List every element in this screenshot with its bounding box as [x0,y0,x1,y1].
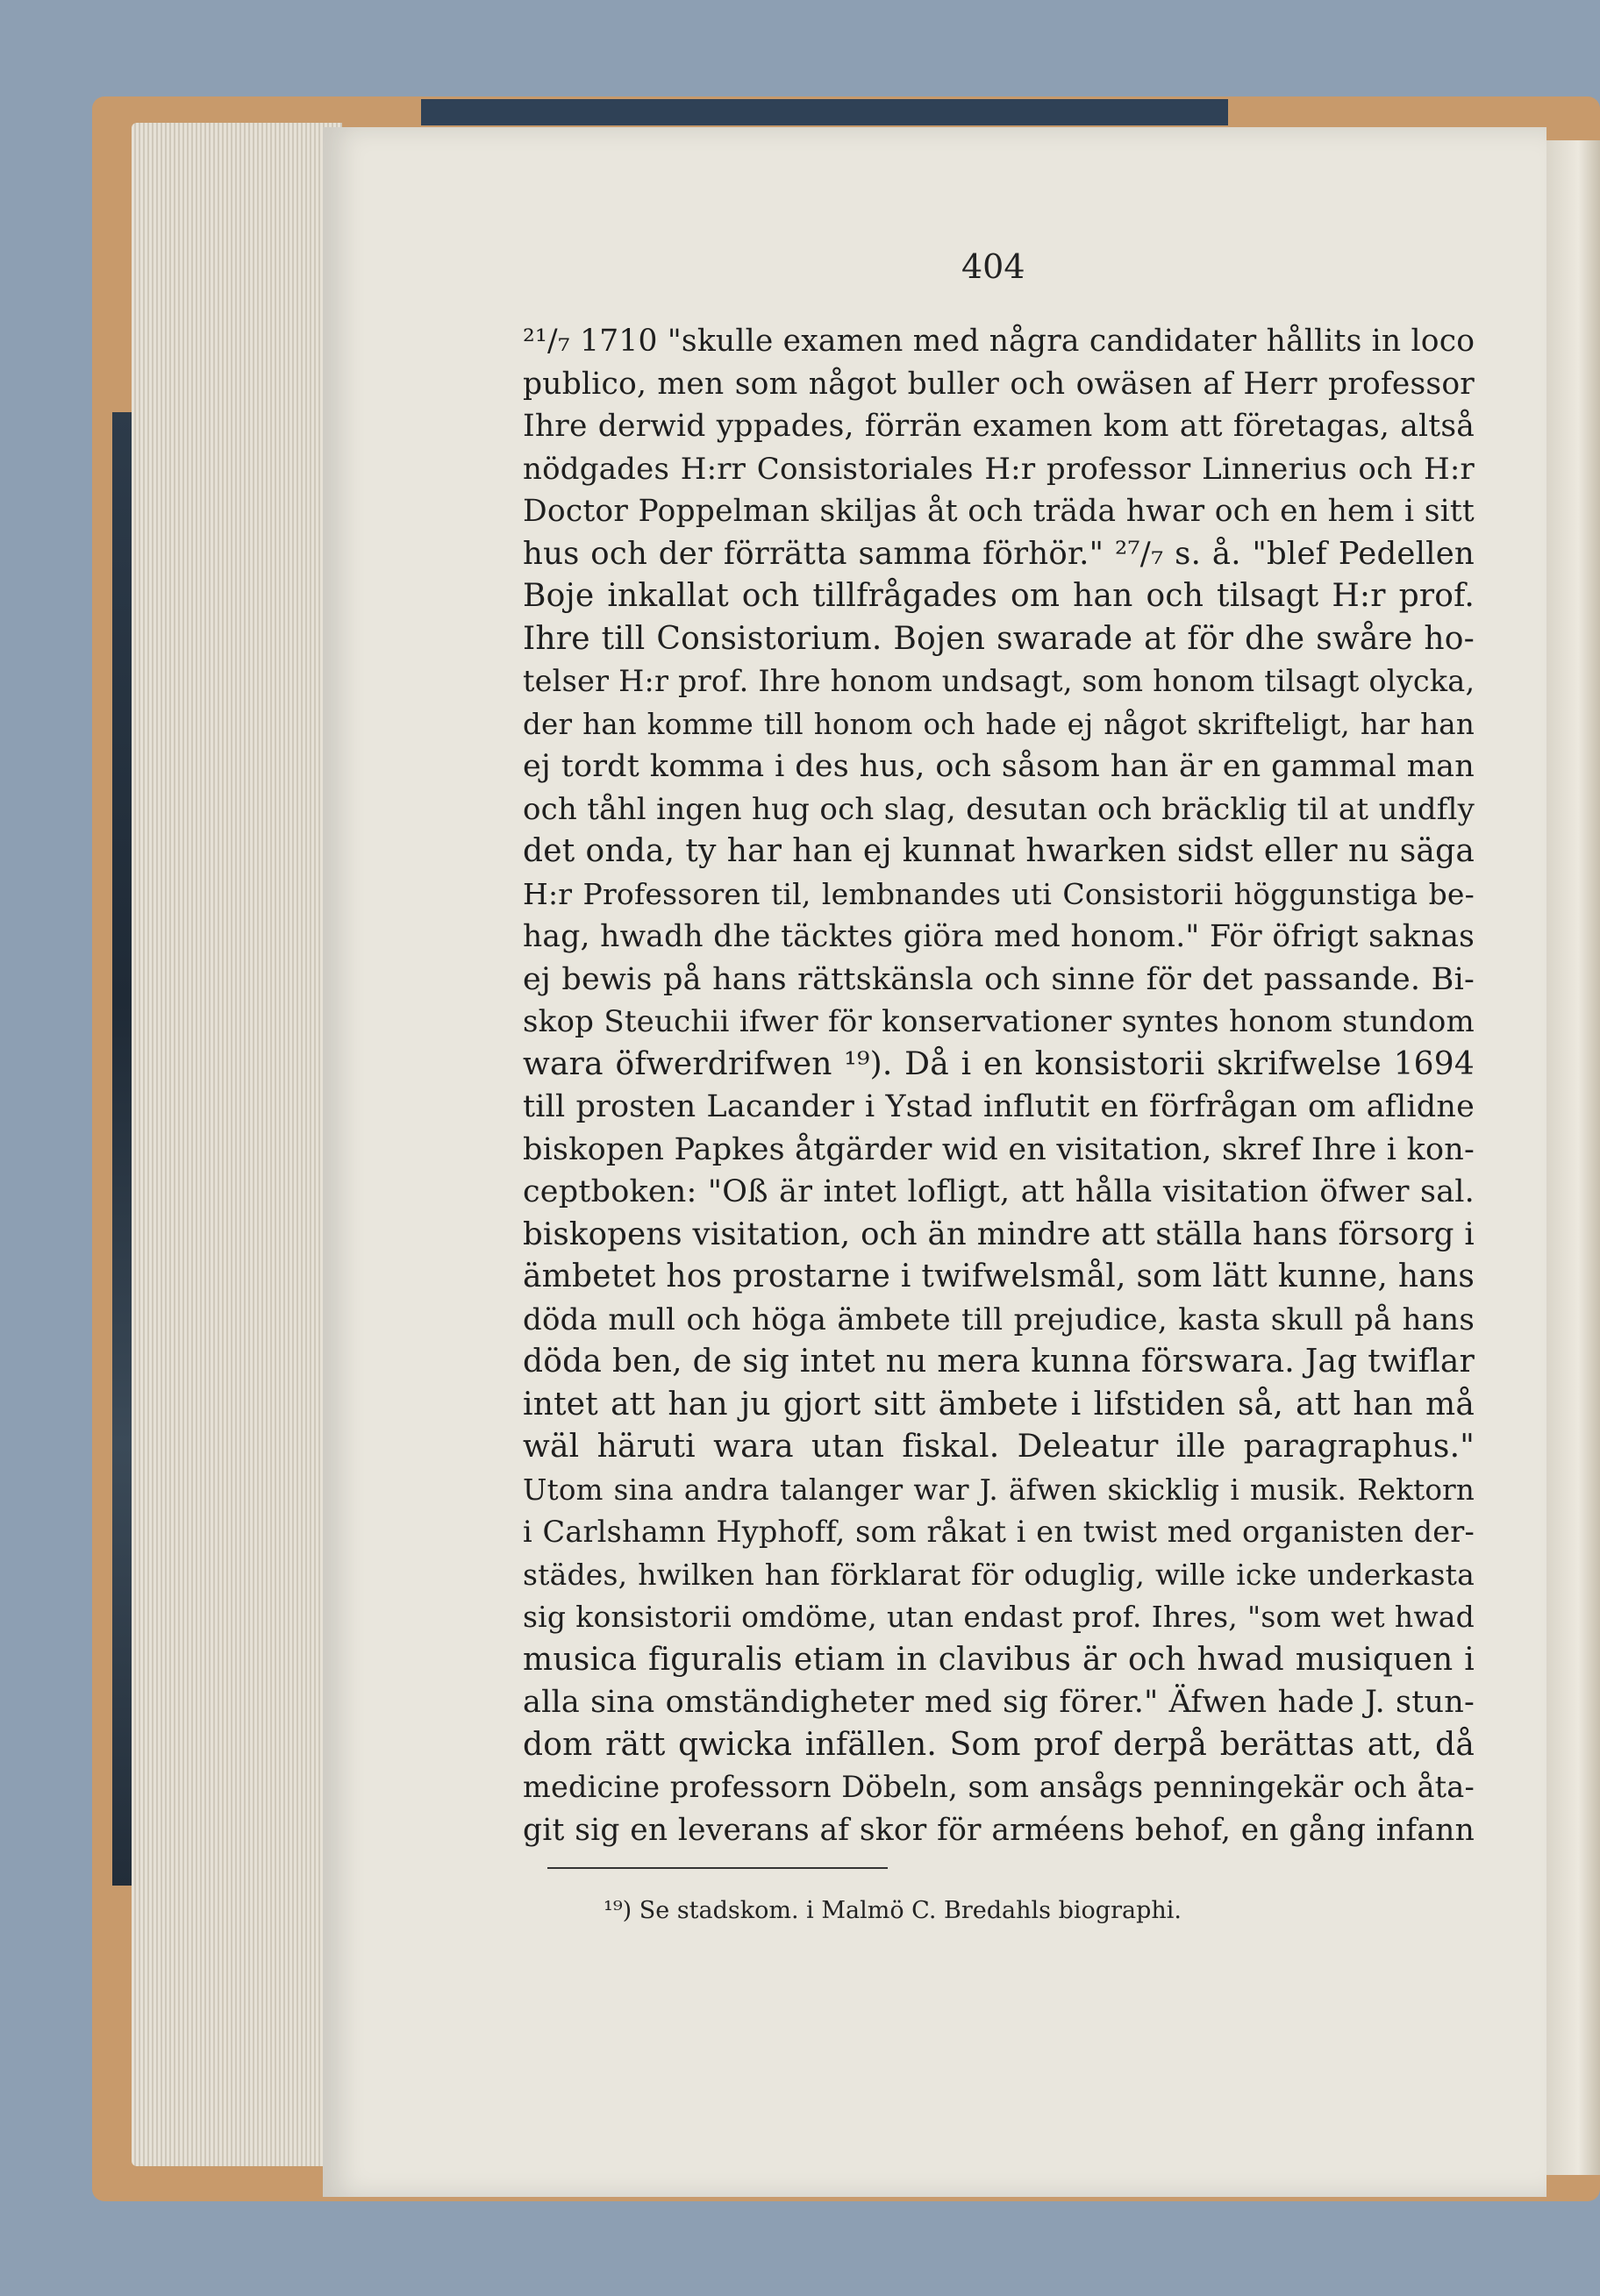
text-line: intet att han ju gjort sitt ämbete i lifstiden så, att han må [523,1386,1475,1423]
book-spine-top [421,99,1228,125]
text-line: musica figuralis etiam in clavibus är och hwad musiquen i [523,1641,1475,1678]
text-line: Ihre till Consistorium. Bojen swarade at för dhe swåre ho- [523,620,1475,657]
text-line: git sig en leverans af skor för arméens behof, en gång infann [523,1812,1475,1848]
facing-page-edge [1546,140,1600,2175]
text-line: Boje inkallat och tillfrågades om han och tilsagt H:r prof. [523,578,1475,614]
text-line: nödgades H:rr Consistoriales H:r professor Linnerius och H:r [523,451,1475,487]
text-line: biskopen Papkes åtgärder wid en visitation, skref Ihre i kon- [523,1131,1475,1167]
text-line: sig konsistorii omdöme, utan endast prof. Ihres, "som wet hwad [523,1600,1475,1634]
page-edges [132,123,342,2166]
text-line: ²¹/₇ 1710 "skulle examen med några candidater hållits in loco [523,324,1475,359]
text-line: wara öfwerdrifwen ¹⁹). Då i en konsistorii skrifwelse 1694 [523,1045,1475,1082]
text-line: medicine professorn Döbeln, som ansågs penningekär och åta- [523,1770,1475,1804]
text-line: Ihre derwid yppades, förrän examen kom att företagas, altså [523,409,1475,444]
page-number: 404 [961,247,1025,286]
text-line: ej tordt komma i des hus, och såsom han är en gammal man [523,749,1475,784]
text-line: hag, hwadh dhe täcktes giöra med honom." För öfrigt saknas [523,919,1475,954]
text-line: alla sina omständigheter med sig förer." Äfwen hade J. stun- [523,1685,1475,1720]
text-line: Utom sina andra talanger war J. äfwen skicklig i musik. Rektorn [523,1472,1475,1507]
footnote-rule [547,1867,888,1869]
text-line: skop Steuchii ifwer för konservationer syntes honom stundom [523,1004,1475,1039]
footnote: ¹⁹) Se stadskom. i Malmö C. Bredahls biographi. [604,1897,1182,1924]
text-line: wäl häruti wara utan fiskal. Deleatur ille paragraphus." [523,1429,1475,1465]
text-line: till prosten Lacander i Ystad influtit en förfrågan om aflidne [523,1089,1475,1124]
text-line: Doctor Poppelman skiljas åt och träda hwar och en hem i sitt [523,494,1475,529]
text-line: ceptboken: "Oß är intet lofligt, att hålla visitation öfwer sal. [523,1174,1475,1209]
text-line: det onda, ty har han ej kunnat hwarken sidst eller nu säga [523,833,1475,869]
text-line: H:r Professoren til, lembnandes uti Consistorii höggunstiga be- [523,876,1475,911]
text-line: i Carlshamn Hyphoff, som råkat i en twist med organisten der- [523,1515,1475,1549]
text-line: ämbetet hos prostarne i twifwelsmål, som lätt kunne, hans [523,1259,1475,1294]
text-line: och tåhl ingen hug och slag, desutan och bräcklig til at undfly [523,791,1475,827]
text-line: döda ben, de sig intet nu mera kunna förswara. Jag twiflar [523,1344,1475,1380]
text-line: ej bewis på hans rättskänsla och sinne för det passande. Bi- [523,961,1475,997]
text-line: telser H:r prof. Ihre honom undsagt, som honom tilsagt olycka, [523,664,1475,698]
page-body-text [523,320,1475,1851]
text-line: biskopens visitation, och än mindre att ställa hans försorg i [523,1216,1475,1252]
text-line: publico, men som något buller och owäsen af Herr professor [523,366,1475,402]
text-line: hus och der förrätta samma förhör." ²⁷/₇ s. å. "blef Pedellen [523,535,1475,572]
text-line: städes, hwilken han förklarat för oduglig, wille icke underkasta [523,1557,1475,1592]
text-line: dom rätt qwicka infällen. Som prof derpå berättas att, då [523,1726,1475,1763]
text-line: döda mull och höga ämbete till prejudice, kasta skull på hans [523,1301,1475,1337]
text-line: der han komme till honom och hade ej något skrifteligt, har han [523,707,1475,741]
